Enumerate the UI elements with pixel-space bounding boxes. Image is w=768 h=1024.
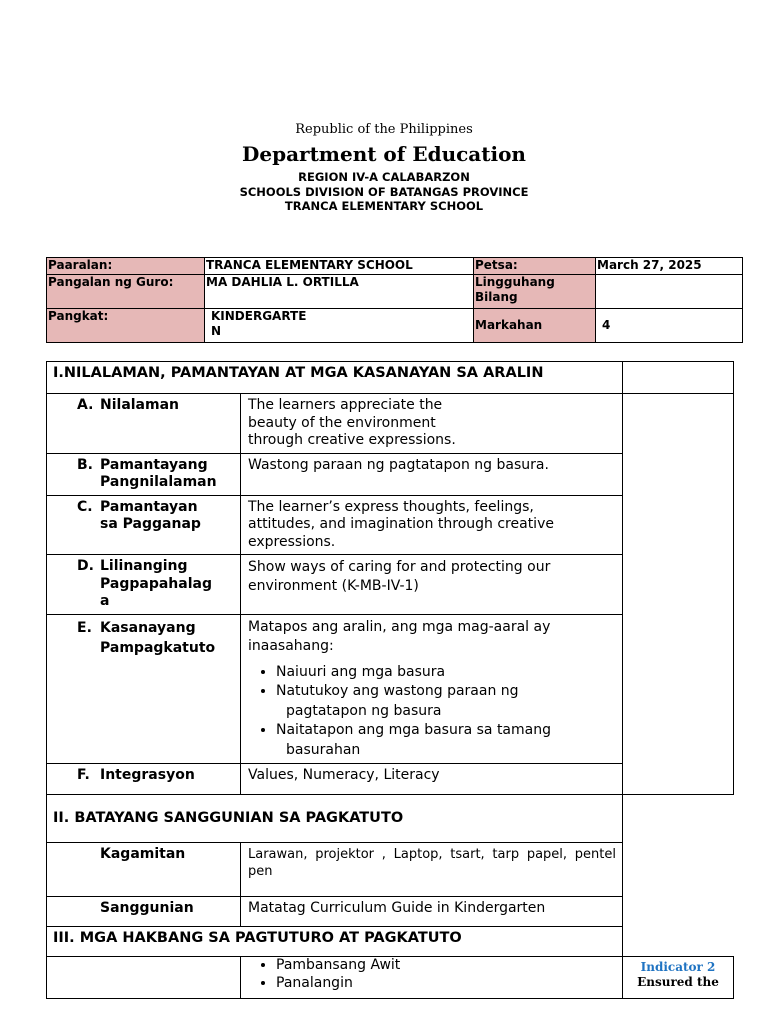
markahan-value: 4 — [596, 309, 743, 343]
petsa-value: March 27, 2025 — [596, 258, 743, 275]
section3-steps — [241, 957, 623, 999]
row-b-value: Wastong paraan ng pagtatapon ng basura. — [241, 453, 623, 495]
list-item: • Panalangin — [276, 975, 616, 993]
row-e-value: Matapos ang aralin, ang mga mag-aaral ay inaasahang: • Naiuuri ang mga basura • Natutukoy ang wastong paraan ng pagtatapon ng basura • Naitatapon ang mga basura sa tamang basurahan — [241, 614, 623, 764]
republic-line: Republic of the Philippines — [295, 122, 473, 137]
section1-title: I.NILALAMAN, PAMANTAYAN AT MGA KASANAYAN SA ARALIN — [47, 362, 623, 394]
section3-side-blank — [623, 927, 734, 957]
indicator-cell — [623, 957, 734, 999]
row-a-label: A. Nilalaman — [47, 394, 241, 454]
kagamitan-side-blank — [623, 843, 734, 897]
petsa-label: Petsa: — [474, 258, 596, 275]
paaralan-value: TRANCA ELEMENTARY SCHOOL — [205, 258, 474, 275]
row-b-label: B. Pamantayang Pangnilalaman — [47, 453, 241, 495]
kagamitan-label: Kagamitan — [47, 843, 241, 897]
list-item: • Naitatapon ang mga basura sa tamang basurahan — [276, 721, 616, 760]
guro-value: MA DAHLIA L. ORTILLA — [205, 275, 474, 309]
list-item: • Pambansang Awit — [276, 957, 616, 975]
school-line: TRANCA ELEMENTARY SCHOOL — [284, 199, 484, 213]
sanggunian-value: Matatag Curriculum Guide in Kindergarten — [241, 897, 623, 927]
sanggunian-label: Sanggunian — [47, 897, 241, 927]
list-item: • Natutukoy ang wastong paraan ng pagtatapon ng basura — [276, 682, 616, 721]
guro-label: Pangalan ng Guro: — [47, 275, 205, 309]
region-line: REGION IV-A CALABARZON — [298, 170, 470, 184]
pangkat-label: Pangkat: — [47, 309, 205, 343]
lesson-plan-table — [46, 361, 734, 999]
section3-title: III. MGA HAKBANG SA PAGTUTURO AT PAGKATUTO — [47, 927, 623, 957]
lingguhang-label: Lingguhang Bilang — [474, 275, 596, 309]
row-f-value: Values, Numeracy, Literacy — [241, 764, 623, 795]
row-d-label: D. Lilinanging Pagpapahalag a — [47, 555, 241, 615]
pangkat-value: KINDERGARTE N — [205, 309, 474, 343]
indicator-label: Indicator 2 — [640, 960, 716, 974]
markahan-label: Markahan — [474, 309, 596, 343]
row-c-label: C. Pamantayan sa Pagganap — [47, 495, 241, 555]
indicator-note: Ensured the — [637, 975, 719, 989]
section3-left-cell — [47, 957, 241, 999]
paaralan-label: Paaralan: — [47, 258, 205, 275]
section1-side-cell — [623, 362, 734, 394]
row-a-value: The learners appreciate the beauty of the environment through creative expressions. — [241, 394, 623, 454]
objectives-list — [248, 663, 616, 761]
side-column — [623, 394, 734, 795]
row-f-label: F. Integrasyon — [47, 764, 241, 795]
row-e-label: E. Kasanayang Pampagkatuto — [47, 614, 241, 764]
lingguhang-value — [596, 275, 743, 309]
info-table — [46, 257, 743, 343]
list-item: • Naiuuri ang mga basura — [276, 663, 616, 683]
steps-list — [248, 957, 616, 992]
sanggunian-side-blank — [623, 897, 734, 927]
department-title: Department of Education — [242, 142, 526, 166]
kagamitan-value: Larawan, projektor , Laptop, tsart, tarp papel, pentel pen — [241, 843, 623, 897]
section2-title: II. BATAYANG SANGGUNIAN SA PAGKATUTO — [47, 795, 623, 843]
division-line: SCHOOLS DIVISION OF BATANGAS PROVINCE — [239, 185, 529, 199]
row-c-value: The learner’s express thoughts, feelings, attitudes, and imagination through creative expressions. — [241, 495, 623, 555]
section2-side-blank — [623, 795, 734, 843]
row-d-value: Show ways of caring for and protecting our environment (K-MB-IV-1) — [241, 555, 623, 615]
